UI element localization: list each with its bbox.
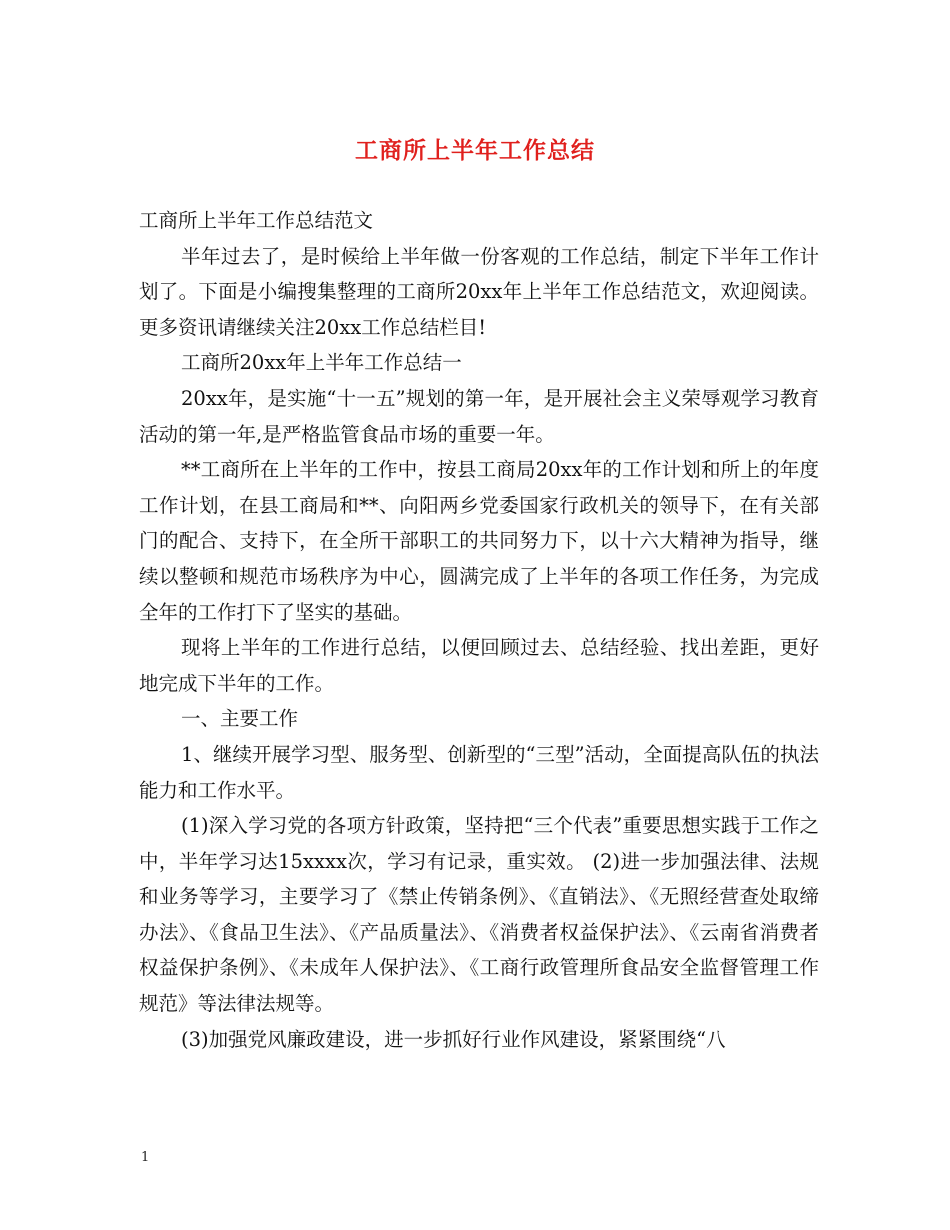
intro-paragraph: 半年过去了，是时候给上半年做一份客观的工作总结，制定下半年工作计划了。下面是小编搜集整理的工商所20xx年上半年工作总结范文，欢迎阅读。更多资讯请继续关注20xx工作总结栏目! — [139, 244, 819, 339]
body-paragraph: 1、继续开展学习型、服务型、创新型的“三型”活动，全面提高队伍的执法能力和工作水平。 — [139, 742, 819, 802]
body-paragraph: 现将上半年的工作进行总结，以便回顾过去、总结经验、找出差距，更好地完成下半年的工作。 — [139, 636, 819, 695]
subtitle-paragraph: 工商所上半年工作总结范文 — [139, 209, 374, 232]
section-heading: 一、主要工作 — [181, 707, 299, 731]
section-heading: 工商所20xx年上半年工作总结一 — [181, 351, 462, 375]
body-paragraph: 20xx年，是实施“十一五”规划的第一年，是开展社会主义荣辱观学习教育活动的第一年,是严格监管食品市场的重要一年。 — [139, 386, 819, 446]
page-number: 1 — [141, 1150, 150, 1165]
document-title: 工商所上半年工作总结 — [355, 138, 595, 164]
body-paragraph: (3)加强党风廉政建设，进一步抓好行业作风建设，紧紧围绕“八 — [181, 1027, 726, 1051]
body-paragraph: **工商所在上半年的工作中，按县工商局20xx年的工作计划和所上的年度工作计划，在县工商局和**、向阳两乡党委国家行政机关的领导下，在有关部门的配合、支持下，在全所干部职工的共同努力下，以十六大精神为指导，继续以整顿和规范市场秩序为中心，圆满完成了上半年的各项工作任务，为完成全年的工作打下了坚实的基础。 — [139, 458, 819, 624]
document-body — [139, 203, 819, 1057]
body-paragraph: (1)深入学习党的各项方针政策，坚持把“三个代表”重要思想实践于工作之中，半年学习达15xxxx次，学习有记录，重实效。 (2)进一步加强法律、法规和业务等学习，主要学习了《禁止传销条例》、《直销法》、《无照经营查处取缔办法》、《食品卫生法》、《产品质量法》、《消费者权益保护法》、《云南省消费者权益保护条例》、《未成年人保护法》、《工商行政管理所食品安全监督管理工作规范》等法律法规等。 — [139, 814, 819, 1016]
